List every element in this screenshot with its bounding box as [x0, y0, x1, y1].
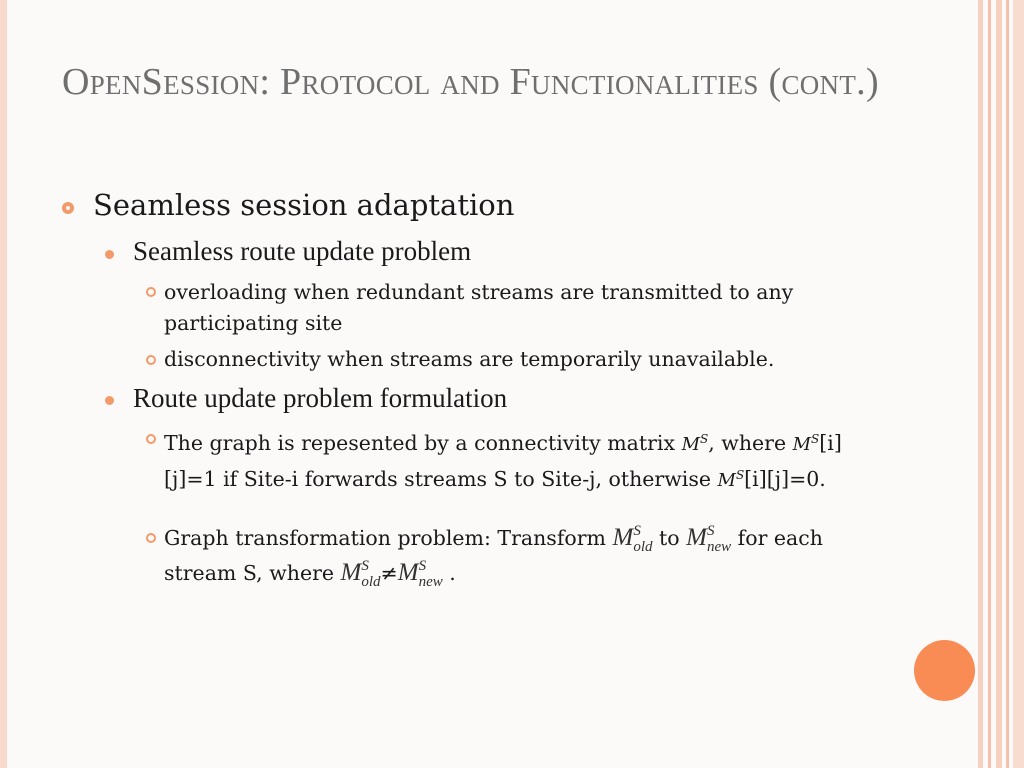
bullet-seamless-session-adaptation: Seamless session adaptation: [93, 188, 515, 222]
matrix-old-symbol: [340, 558, 381, 590]
matrix-letter: M: [686, 524, 707, 551]
matrix-letter: M: [340, 559, 362, 586]
matrix-letter: M: [397, 559, 419, 586]
bullet-connectivity-matrix: [164, 424, 894, 496]
matrix-superscript: S: [811, 432, 820, 446]
level1-bullet-icon: [62, 202, 74, 214]
bullet-seamless-route-update: Seamless route update problem: [133, 236, 472, 266]
matrix-superscript: S: [706, 523, 715, 539]
right-decorative-stripes: [978, 0, 1024, 768]
text: , where: [708, 431, 793, 455]
matrix-old-symbol: [612, 523, 653, 555]
matrix-symbol: [718, 470, 745, 491]
matrix-letter: M: [717, 470, 736, 491]
decorative-orange-circle: [914, 640, 975, 701]
matrix-letter: M: [681, 434, 700, 455]
bullet-disconnectivity: disconnectivity when streams are temporarily unavailable.: [164, 347, 775, 371]
not-equal-sign: ≠: [380, 561, 398, 585]
text: for each stream S, where: [164, 526, 823, 585]
text: Graph transformation problem: Transform: [164, 526, 613, 550]
level3-bullet-icon: [146, 533, 156, 543]
matrix-new-symbol: [686, 523, 732, 555]
matrix-letter: M: [612, 524, 634, 551]
matrix-letter: M: [792, 434, 812, 455]
slide-title: OpenSession: Protocol and Functionalities (cont.): [62, 61, 879, 103]
matrix-symbol: [682, 434, 709, 455]
level3-bullet-icon: [146, 287, 156, 297]
text: [i][j]=0.: [744, 467, 826, 491]
text: The graph is repesented by a connectivity matrix: [164, 431, 682, 455]
matrix-superscript: S: [633, 523, 641, 539]
bullet-overloading: overloading when redundant streams are transmitted to any participating site: [164, 280, 794, 335]
level3-bullet-icon: [146, 434, 156, 444]
matrix-superscript: S: [700, 432, 709, 446]
bullet-route-update-formulation: Route update problem formulation: [133, 383, 508, 413]
matrix-superscript: S: [418, 558, 427, 574]
matrix-subscript: new: [418, 574, 443, 590]
matrix-new-symbol: [397, 558, 443, 590]
level2-bullet-icon: [105, 396, 114, 405]
text: [i][j]=1 if Site-i forwards streams S to Site-j, otherwise: [164, 431, 842, 491]
text: .: [442, 561, 456, 585]
matrix-subscript: new: [706, 539, 732, 555]
matrix-superscript: S: [735, 468, 745, 482]
matrix-symbol: [793, 434, 820, 455]
text: to: [652, 526, 687, 550]
level2-bullet-icon: [105, 250, 114, 259]
level3-bullet-icon: [146, 355, 156, 365]
matrix-subscript: old: [361, 574, 381, 590]
matrix-subscript: old: [633, 539, 653, 555]
matrix-superscript: S: [361, 558, 369, 574]
bullet-graph-transformation: [164, 522, 894, 592]
